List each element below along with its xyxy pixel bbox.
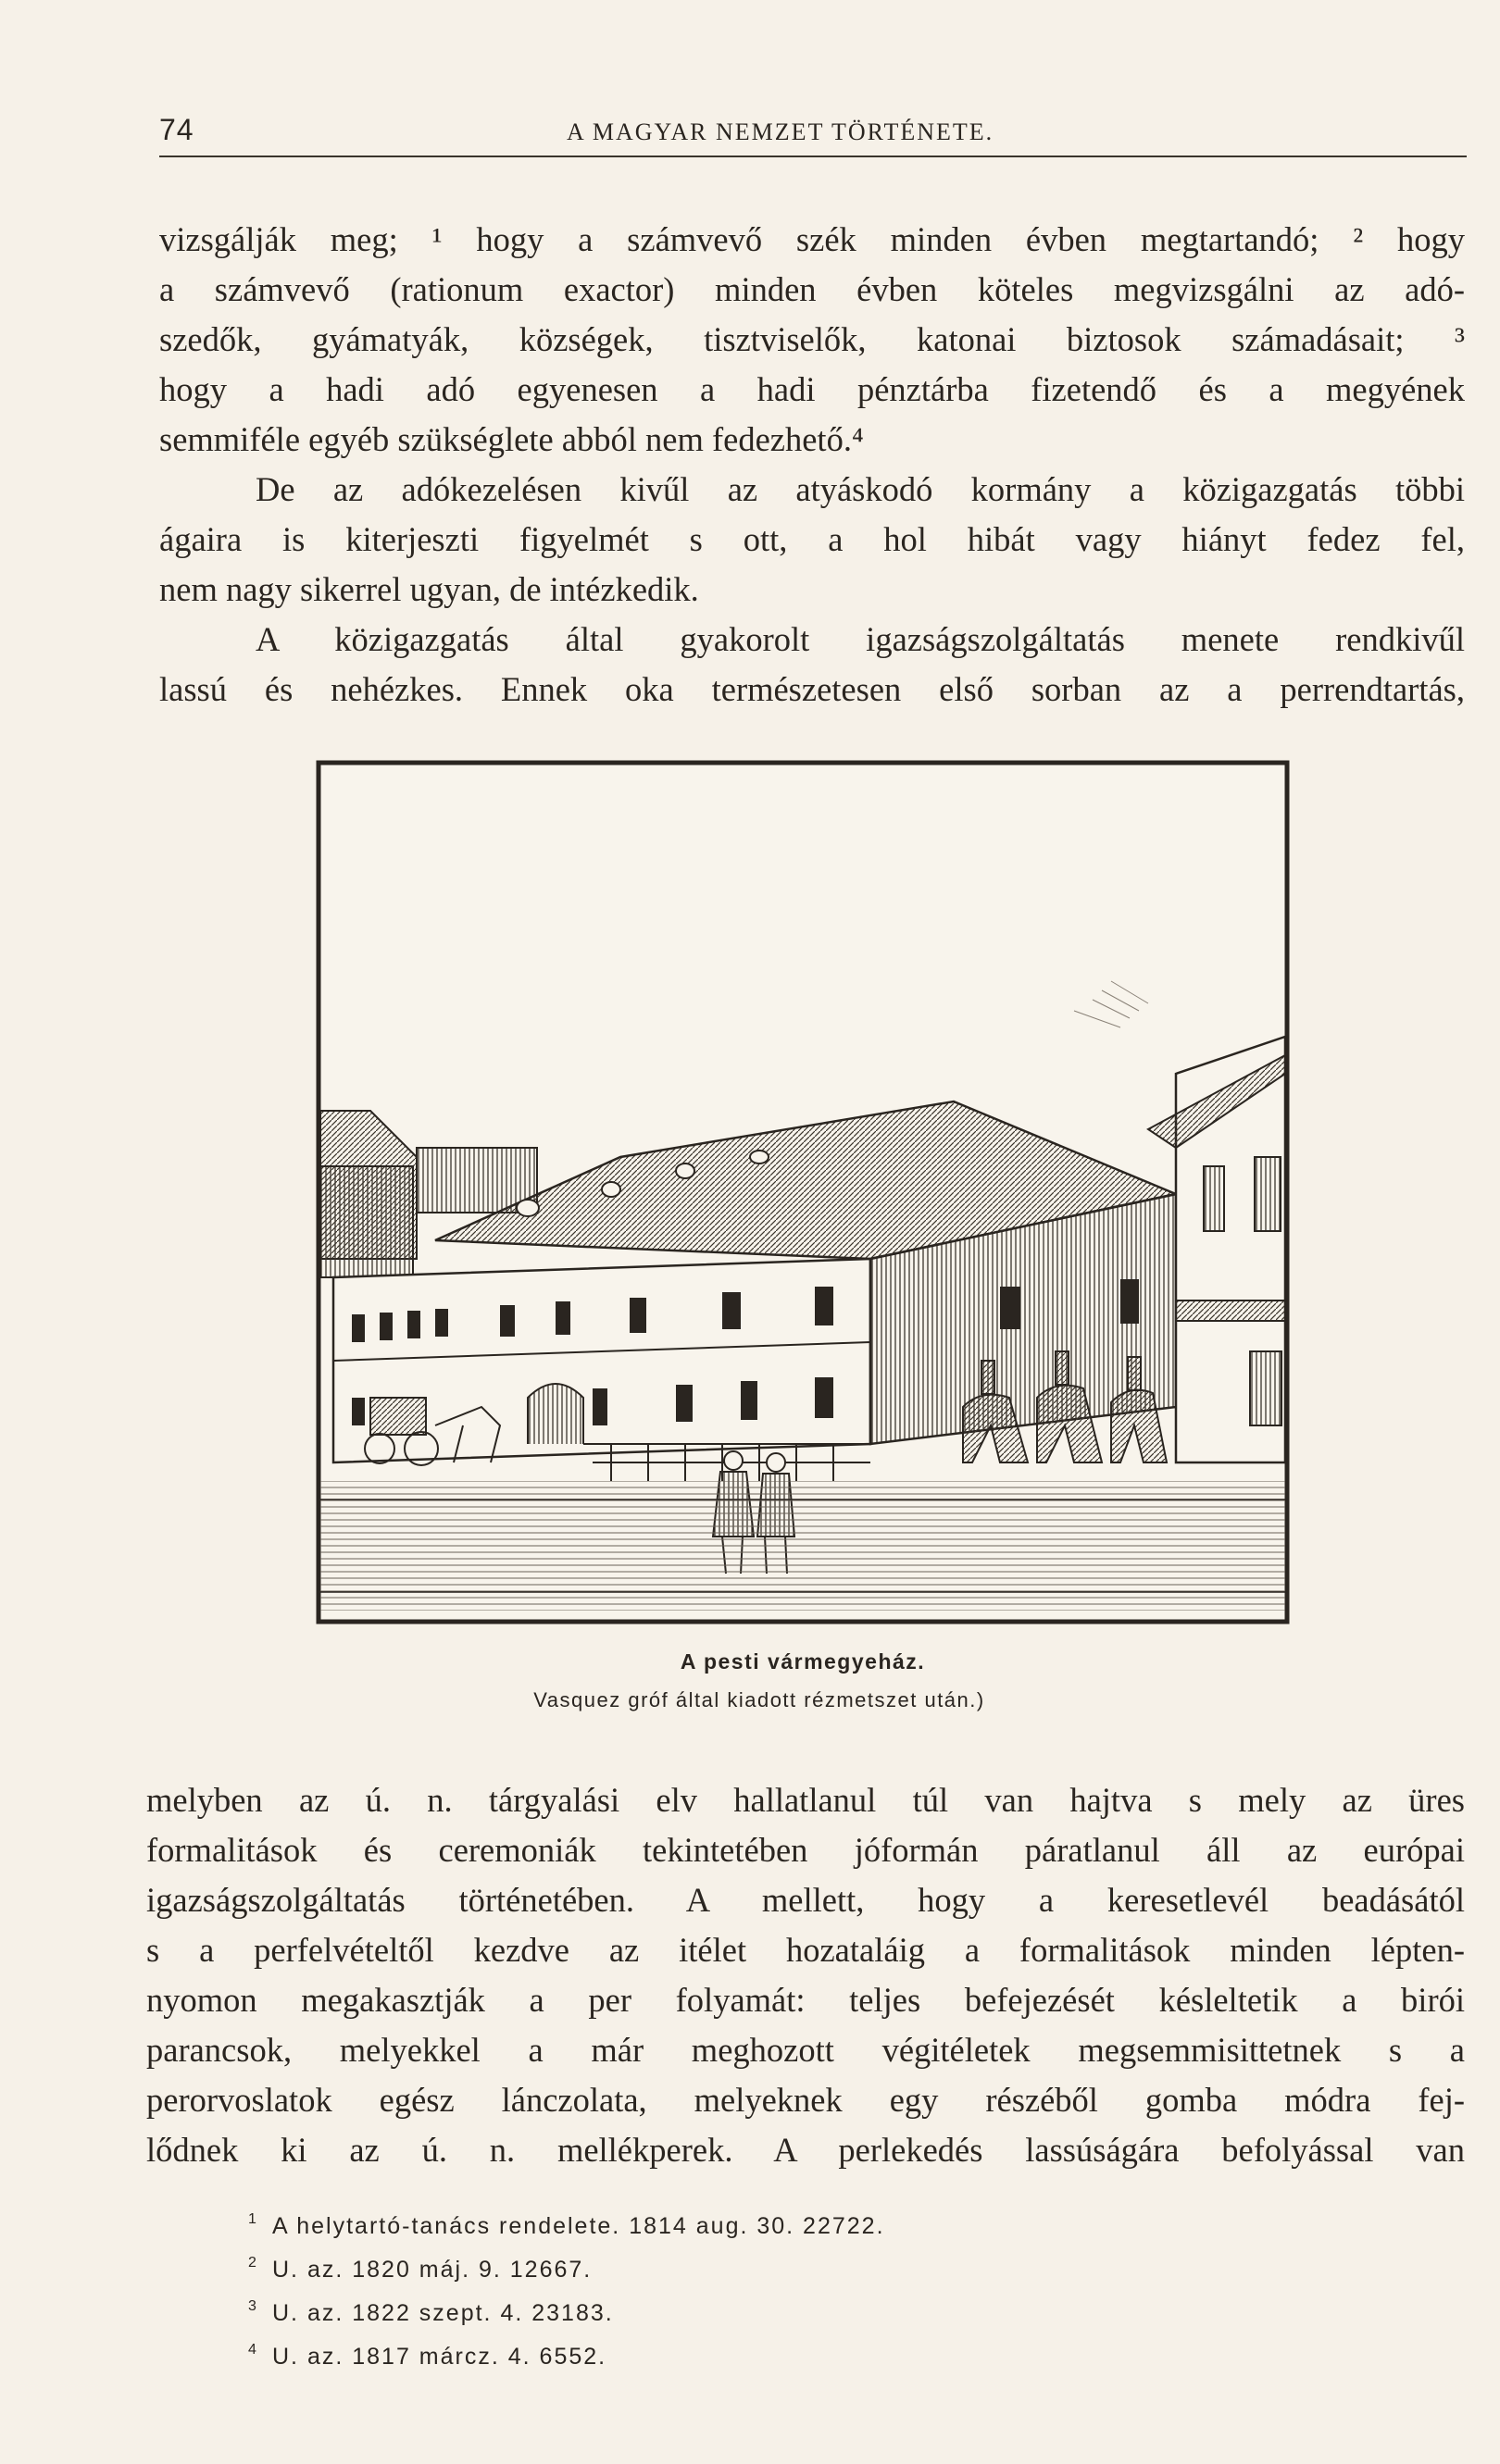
page-number: 74: [159, 113, 194, 146]
footnote-mark: 3: [248, 2298, 258, 2314]
body-text-bottom: [146, 1775, 1465, 2175]
text-line: De az adókezelésen kivűl az atyáskodó kormány a közigazgatás többi: [256, 470, 1465, 508]
footnote-text: U. az. 1820 máj. 9. 12667.: [272, 2257, 593, 2283]
figure-caption-credit: Vasquez gróf által kiadott rézmetszet után.): [533, 1688, 985, 1711]
text-line: formalitások és ceremoniák tekintetében jóformán páratlanul áll az európai: [146, 1831, 1465, 1869]
footnote: [248, 2205, 1174, 2248]
text-line: semmiféle egyéb szükséglete abból nem fedezhető.⁴: [159, 420, 864, 458]
text-line: A közigazgatás által gyakorolt igazságszolgáltatás menete rendkivűl: [256, 620, 1465, 658]
footnote: [248, 2292, 1174, 2335]
text-line: lassú és nehézkes. Ennek oka természetesen első sorban az a perrendtartás,: [159, 670, 1465, 708]
figure-caption-title: A pesti vármegyeház.: [680, 1649, 926, 1674]
text-line: lődnek ki az ú. n. mellékperek. A perlekedés lassúságára befolyással van: [146, 2131, 1465, 2169]
text-line: hogy a hadi adó egyenesen a hadi pénztárba fizetendő és a megyének: [159, 370, 1465, 408]
body-text-top: [159, 215, 1465, 715]
text-line: szedők, gyámatyák, községek, tisztviselők, katonai biztosok számadásait; ³: [159, 320, 1465, 358]
footnote: [248, 2335, 1174, 2379]
footnote-mark: 2: [248, 2255, 258, 2271]
text-line: nyomon megakasztják a per folyamát: teljes befejezését késleltetik a birói: [146, 1981, 1465, 2019]
text-line: igazságszolgáltatás történetében. A mellett, hogy a keresetlevél beadásától: [146, 1881, 1465, 1919]
footnotes: [248, 2205, 1174, 2379]
county-hall-engraving: [315, 759, 1291, 1625]
footnote-text: U. az. 1817 márcz. 4. 6552.: [272, 2344, 607, 2370]
footnote-mark: 1: [248, 2211, 258, 2227]
text-line: perorvoslatok egész lánczolata, melyeknek egy részéből gomba módra fej-: [146, 2081, 1465, 2119]
engraving-illustration: [315, 759, 1291, 1625]
footnote-text: A helytartó-tanács rendelete. 1814 aug. 30. 22722.: [272, 2213, 885, 2239]
text-line: ágaira is kiterjeszti figyelmét s ott, a hol hibát vagy hiányt fedez fel,: [159, 520, 1465, 558]
text-line: s a perfelvételtől kezdve az itélet hozataláig a formalitások minden lépten-: [146, 1931, 1465, 1969]
running-head: [159, 104, 1467, 157]
text-line: a számvevő (rationum exactor) minden évben köteles megvizsgálni az adó-: [159, 270, 1465, 308]
footnote-text: U. az. 1822 szept. 4. 23183.: [272, 2300, 614, 2326]
text-line: parancsok, melyekkel a már meghozott végitéletek megsemmisittetnek s a: [146, 2031, 1465, 2069]
text-line: nem nagy sikerrel ugyan, de intézkedik.: [159, 570, 699, 608]
text-line: melyben az ú. n. tárgyalási elv hallatlanul túl van hajtva s mely az üres: [146, 1781, 1465, 1819]
book-title: A MAGYAR NEMZET TÖRTÉNETE.: [567, 118, 994, 145]
footnote: [248, 2248, 1174, 2292]
footnote-mark: 4: [248, 2342, 258, 2358]
text-line: vizsgálják meg; ¹ hogy a számvevő szék minden évben megtartandó; ² hogy: [159, 220, 1465, 258]
